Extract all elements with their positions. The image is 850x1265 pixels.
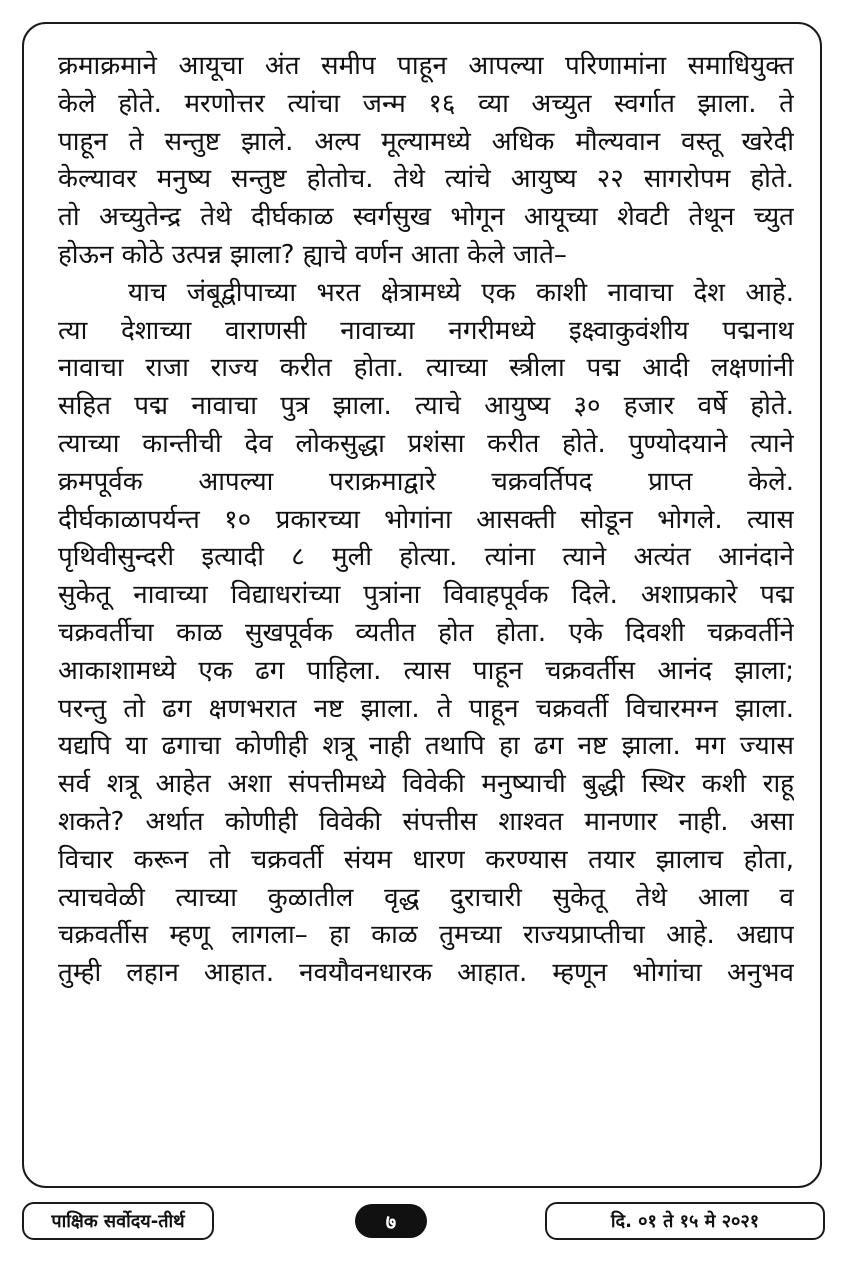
text-line: पृथिवीसुन्दरी इत्यादी ८ मुली होत्या. त्यांना त्याने अत्यंत आनंदाने — [58, 542, 794, 573]
footer-page-number: ७ — [355, 1204, 427, 1238]
text-line: आकाशामध्ये एक ढग पाहिला. त्यास पाहून चक्रवर्तीस आनंद झाला; — [58, 655, 794, 686]
text-line: क्रमपूर्वक आपल्या पराक्रमाद्वारे चक्रवर्तिपद प्राप्त केले. — [58, 466, 794, 497]
text-line: तुम्ही लहान आहात. नवयौवनधारक आहात. म्हणून भोगांचा अनुभव — [58, 958, 794, 989]
text-line: परन्तु तो ढग क्षणभरात नष्ट झाला. ते पाहून चक्रवर्ती विचारमग्न झाला. — [58, 693, 794, 724]
text-line: यद्यपि या ढगाचा कोणीही शत्रू नाही तथापि हा ढग नष्ट झाला. मग ज्यास — [58, 731, 794, 762]
text-line: नावाचा राजा राज्य करीत होता. त्याच्या स्त्रीला पद्म आदी लक्षणांनी — [58, 353, 794, 384]
text-line: तो अच्युतेन्द्र तेथे दीर्घकाळ स्वर्गसुख भोगून आयूच्या शेवटी तेथून च्युत — [58, 202, 794, 233]
footer-publication-title: पाक्षिक सर्वोदय-तीर्थ — [22, 1202, 214, 1240]
text-line: केल्यावर मनुष्य सन्तुष्ट होतोच. तेथे त्यांचे आयुष्य २२ सागरोपम होते. — [58, 164, 794, 195]
text-line: त्याचवेळी त्याच्या कुळातील वृद्ध दुराचारी सुकेतू तेथे आला व — [58, 882, 794, 913]
text-line: सुकेतू नावाच्या विद्याधरांच्या पुत्रांना विवाहपूर्वक दिले. अशाप्रकारे पद्म — [58, 580, 794, 611]
footer-issue-date: दि. ०१ ते १५ मे २०२१ — [545, 1202, 825, 1240]
text-line: क्रमाक्रमाने आयूचा अंत समीप पाहून आपल्या परिणामांना समाधियुक्त — [58, 51, 794, 81]
text-line: दीर्घकाळापर्यन्त १० प्रकारच्या भोगांना आसक्ती सोडून भोगले. त्यास — [58, 504, 794, 535]
text-line: पाहून ते सन्तुष्ट झाले. अल्प मूल्यामध्ये अधिक मौल्यवान वस्तू खरेदी — [58, 126, 794, 157]
text-line: केले होते. मरणोत्तर त्यांचा जन्म १६ व्या अच्युत स्वर्गात झाला. ते — [58, 88, 794, 119]
text-line: होऊन कोठे उत्पन्न झाला? ह्याचे वर्णन आता केले जाते– — [58, 239, 567, 270]
text-line: याच जंबूद्वीपाच्या भरत क्षेत्रामध्ये एक काशी नावाचा देश आहे. — [128, 277, 794, 308]
text-line: चक्रवर्तीस म्हणू लागला– हा काळ तुमच्या राज्यप्राप्तीचा आहे. अद्याप — [58, 920, 794, 951]
text-line: शकते? अर्थात कोणीही विवेकी संपत्तीस शाश्वत मानणार नाही. असा — [58, 806, 794, 837]
text-line: त्या देशाच्या वाराणसी नावाच्या नगरीमध्ये इक्ष्वाकुवंशीय पद्मनाथ — [58, 315, 794, 346]
body-text — [58, 48, 794, 993]
text-line: चक्रवर्तीचा काळ सुखपूर्वक व्यतीत होत होता. एके दिवशी चक्रवर्तीने — [58, 617, 794, 648]
text-line: सहित पद्म नावाचा पुत्र झाला. त्याचे आयुष्य ३० हजार वर्षे होते. — [58, 391, 794, 422]
text-line: विचार करून तो चक्रवर्ती संयम धारण करण्यास तयार झालाच होता, — [58, 844, 794, 875]
text-line: त्याच्या कान्तीची देव लोकसुद्धा प्रशंसा करीत होते. पुण्योदयाने त्याने — [58, 428, 794, 459]
text-line: सर्व शत्रू आहेत अशा संपत्तीमध्ये विवेकी मनुष्याची बुद्धी स्थिर कशी राहू — [58, 769, 794, 800]
